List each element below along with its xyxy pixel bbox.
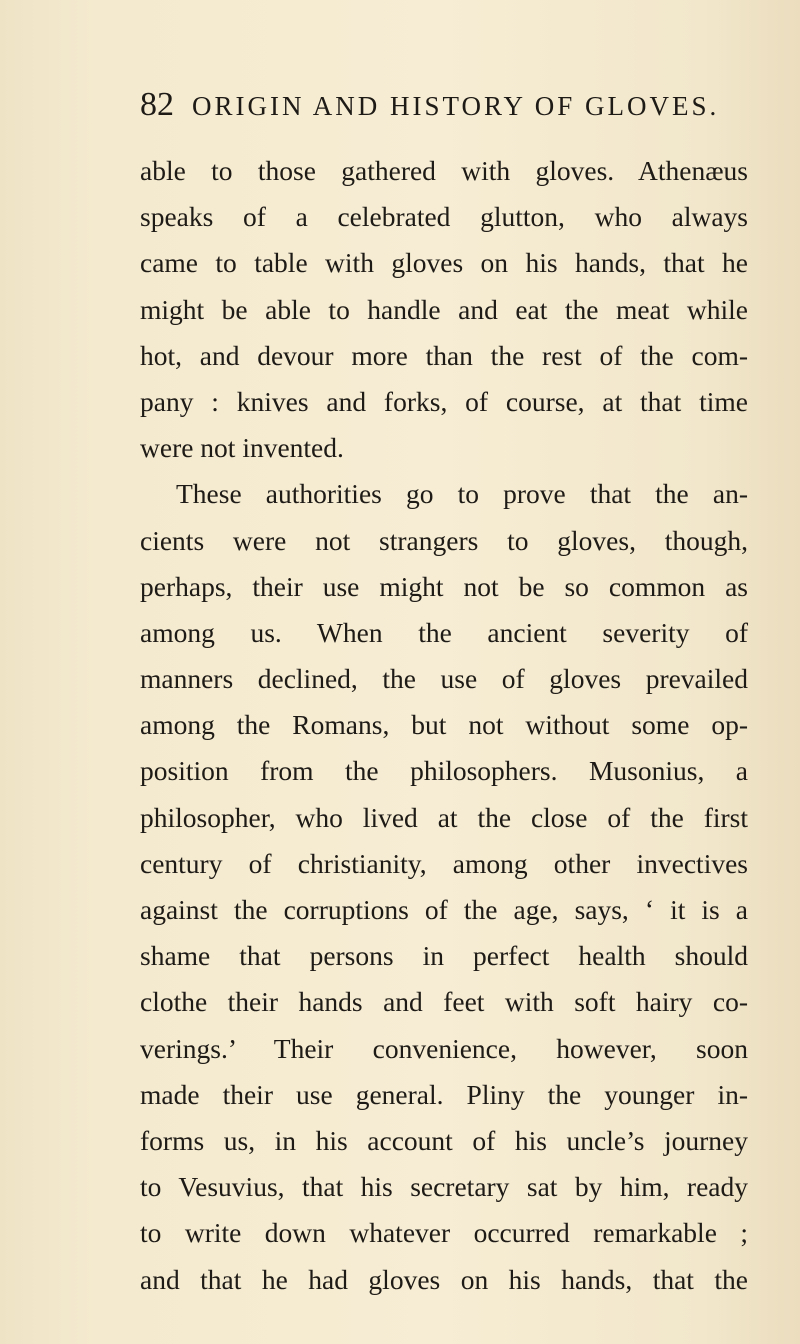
text-line: to write down whatever occurred remarkable ; <box>140 1217 748 1249</box>
text-line: cients were not strangers to gloves, though, <box>140 524 748 556</box>
text-line: made their use general. Pliny the younger in- <box>140 1078 748 1110</box>
text-line: against the corruptions of the age, says, ‘ it is a <box>140 894 748 925</box>
text-line: speaks of a celebrated glutton, who always <box>140 201 748 233</box>
text-line: among us. When the ancient severity of <box>140 616 748 648</box>
text-line: hot, and devour more than the rest of the com- <box>140 339 748 371</box>
text-line: able to those gathered with gloves. Athenæus <box>140 155 748 186</box>
text-line: forms us, in his account of his uncle’s journey <box>140 1124 748 1156</box>
running-title: ORIGIN AND HISTORY OF GLOVES. <box>192 91 720 121</box>
text-line: and that he had gloves on his hands, that the <box>140 1263 748 1295</box>
text-line: verings.’ Their convenience, however, soon <box>140 1032 748 1064</box>
body-text <box>140 148 748 1303</box>
text-line: among the Romans, but not without some op- <box>140 709 748 741</box>
text-line: came to table with gloves on his hands, that he <box>140 247 748 279</box>
text-line: clothe their hands and feet with soft hairy co- <box>140 986 748 1018</box>
paragraph-first-line: These authorities go to prove that the an- <box>176 478 748 510</box>
text-line: position from the philosophers. Musonius, a <box>140 755 748 787</box>
text-line: might be able to handle and eat the meat while <box>140 293 748 325</box>
text-line: perhaps, their use might not be so common as <box>140 570 748 602</box>
text-line: pany : knives and forks, of course, at that time <box>140 385 748 417</box>
text-line: philosopher, who lived at the close of the first <box>140 801 748 833</box>
text-line: to Vesuvius, that his secretary sat by him, ready <box>140 1171 748 1203</box>
running-head <box>140 86 740 126</box>
text-line: century of christianity, among other invectives <box>140 847 748 879</box>
paragraph-end-line: were not invented. <box>140 432 344 464</box>
text-line: manners declined, the use of gloves prevailed <box>140 663 748 695</box>
text-line: shame that persons in perfect health should <box>140 940 748 972</box>
page-number: 82 <box>140 86 174 123</box>
